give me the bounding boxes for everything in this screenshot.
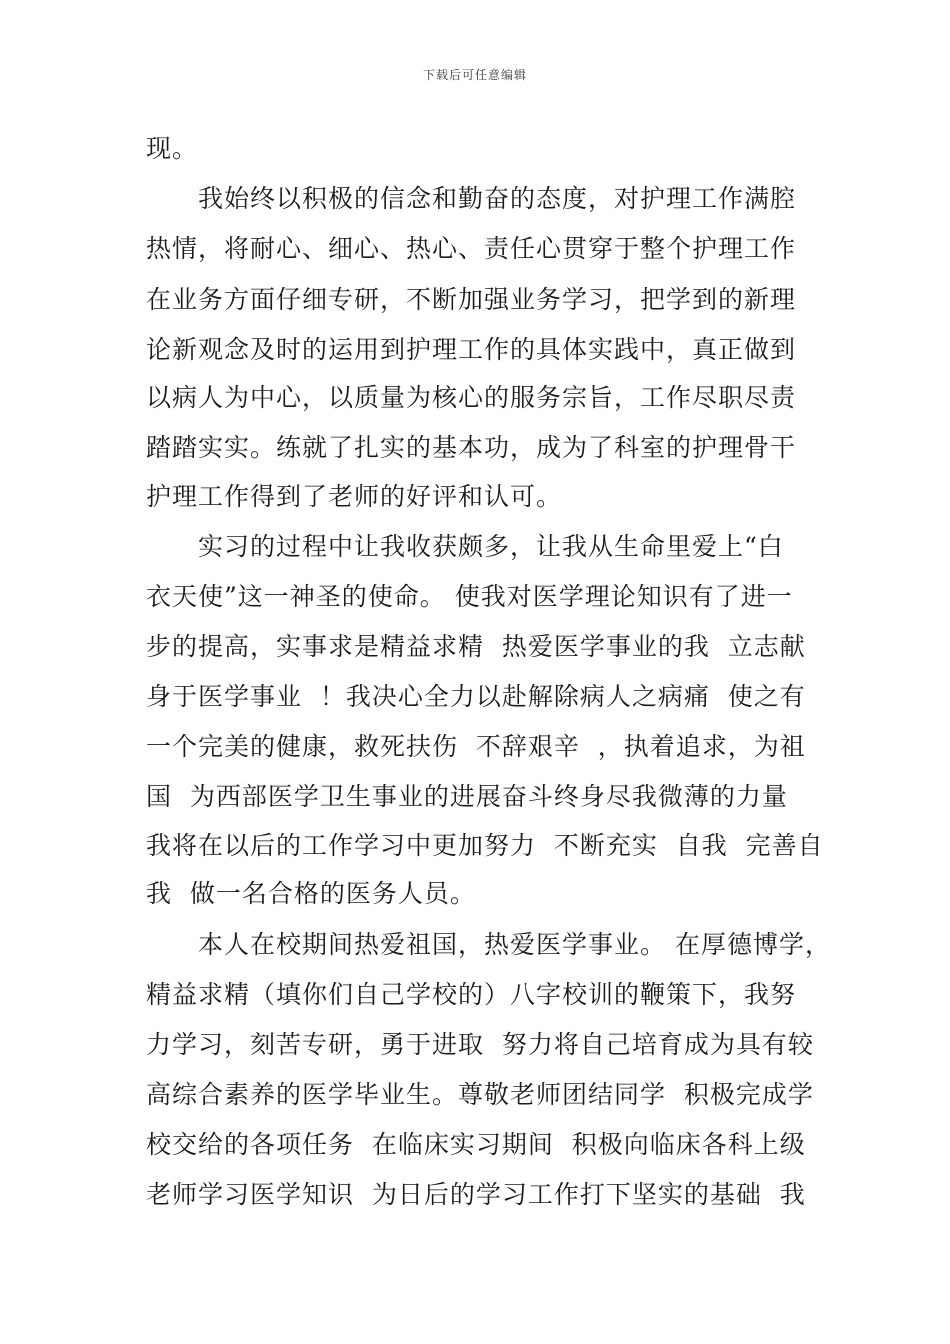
text-line: 本人在校期间热爱祖国，热爱医学事业。 在厚德博学， (146, 930, 831, 959)
text-line: 护理工作得到了老师的好评和认可。 (146, 482, 563, 511)
text-line: 一个完美的健康，救死扶伤 不辞艰辛 ，执着追求，为祖 (146, 732, 806, 761)
text-line: 衣天使”这一神圣的使命。 使我对医学理论知识有了进一 (146, 582, 793, 611)
text-line: 我始终以积极的信念和勤奋的态度，对护理工作满腔 (146, 184, 797, 213)
text-line: 现。 (146, 134, 199, 163)
text-line: 精益求精（填你们自己学校的）八字校训的鞭策下，我努 (146, 980, 797, 1009)
text-line: 校交给的各项任务 在临床实习期间 积极向临床各科上级 (146, 1130, 806, 1159)
text-line: 踏踏实实。练就了扎实的基本功，成为了科室的护理骨干 (146, 433, 797, 462)
text-line: 力学习，刻苦专研，勇于进取 努力将自己培育成为具有较 (146, 1030, 814, 1059)
text-line: 步的提高，实事求是精益求精 热爱医学事业的我 立志献 (146, 632, 806, 661)
text-line: 我将在以后的工作学习中更加努力 不断充实 自我 完善自 (146, 831, 824, 860)
text-line: 热情，将耐心、细心、热心、责任心贯穿于整个护理工作 (146, 234, 797, 263)
text-line: 论新观念及时的运用到护理工作的具体实践中，真正做到 (146, 335, 797, 364)
text-line: 高综合素养的医学毕业生。尊敬老师团结同学 积极完成学 (146, 1080, 814, 1109)
text-line: 实习的过程中让我收获颇多，让我从生命里爱上“白 (146, 532, 784, 561)
text-line: 我 做一名合格的医务人员。 (146, 879, 476, 908)
page-header: 下载后可任意编辑 (422, 68, 527, 82)
text-line: 身于医学事业 ！我决心全力以赴解除病人之病痛 使之有 (146, 682, 806, 711)
text-line: 在业务方面仔细专研，不断加强业务学习，把学到的新理 (146, 285, 797, 314)
text-line: 老师学习医学知识 为日后的学习工作打下坚实的基础 我 (146, 1180, 806, 1209)
text-line: 国 为西部医学卫生事业的进展奋斗终身尽我微薄的力量 (146, 782, 788, 811)
text-line: 以病人为中心，以质量为核心的服务宗旨，工作尽职尽责 (146, 383, 797, 412)
